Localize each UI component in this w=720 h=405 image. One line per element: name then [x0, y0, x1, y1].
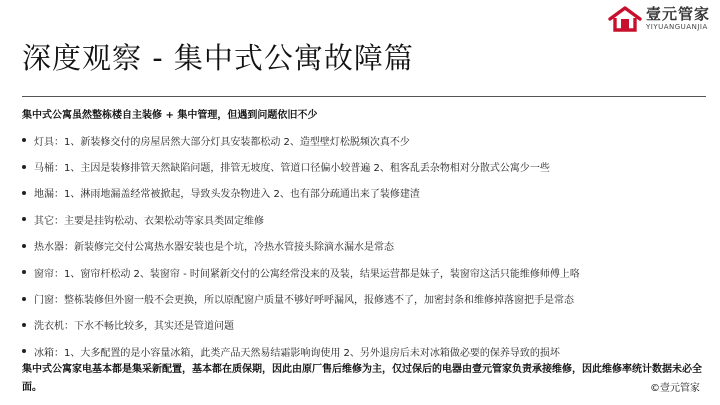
brand-name-cn: 壹元管家 — [645, 5, 710, 23]
bullet-icon — [22, 165, 26, 169]
lead-text: 集中式公寓虽然整栋楼自主装修 + 集中管理，但遇到问题依旧不少 — [22, 110, 318, 121]
list-item — [22, 233, 710, 259]
bullet-icon — [22, 138, 26, 142]
list-item-text: 门窗：整栋装修但外窗一般不会更换，所以原配窗户质量不够好呼呼漏风，报修逃不了，加密封条和维修掉落窗把手是常态 — [34, 295, 574, 307]
list-item — [22, 259, 710, 285]
bullet-icon — [22, 191, 26, 195]
bullet-icon — [22, 244, 26, 248]
title-divider — [22, 96, 706, 97]
bullet-icon — [22, 270, 26, 274]
copyright: ©壹元管家 — [650, 383, 700, 394]
list-item — [22, 180, 710, 206]
bullet-icon — [22, 349, 26, 353]
bullet-icon — [22, 217, 26, 221]
summary-text: 集中式公寓家电基本都是集采新配置，基本都在质保期，因此由原厂售后维修为主，仅过保后的电器由壹元管家负责承接维修，因此维修率统计数据未必全面。 — [22, 364, 702, 393]
list-item — [22, 153, 710, 179]
list-item-text: 其它：主要是挂钩松动、衣架松动等家具类固定维修 — [34, 215, 264, 227]
bullet-icon — [22, 297, 26, 301]
list-item — [22, 127, 710, 153]
bullet-icon — [22, 323, 26, 327]
list-item-text: 冰箱：1、大多配置的是小容量冰箱，此类产品天然易结霜影响询使用 2、另外退房后未对冰箱做必要的保养导致的损坏 — [34, 347, 560, 359]
house-logo-icon — [608, 6, 642, 32]
fault-list — [22, 127, 710, 365]
list-item-text: 洗衣机：下水不畅比较多，其实还是管道问题 — [34, 321, 234, 333]
list-item-text: 热水器：新装修完交付公寓热水器安装也是个坑，冷热水管接头除滴水漏水是常态 — [34, 242, 394, 254]
brand-name-en: YIYUANGUANJIA — [645, 23, 708, 31]
list-item-text: 灯具：1、新装修交付的房屋居然大部分灯具安装都松动 2、造型壁灯松脱频次真不少 — [34, 136, 410, 148]
list-item — [22, 206, 710, 232]
page-title: 深度观察 - 集中式公寓故障篇 — [22, 41, 414, 75]
list-item-text: 马桶：1、主因是装修排管天然缺陷问题，排管无坡度、管道口径偏小较普遍 2、租客乱丢杂物相对分散式公寓少一些 — [34, 163, 550, 175]
brand-logo — [608, 6, 710, 32]
list-item — [22, 312, 710, 338]
list-item-text: 地漏：1、淋雨地漏盖经常被掀起，导致头发杂物进入 2、也有部分疏通出来了装修建渣 — [34, 189, 420, 201]
list-item — [22, 285, 710, 311]
list-item-text: 窗帘：1、窗帘杆松动 2、装窗帘 - 时间紧新交付的公寓经常没来的及装，结果运营都是妹子，装窗帘这活只能维修师傅上咯 — [34, 268, 580, 280]
